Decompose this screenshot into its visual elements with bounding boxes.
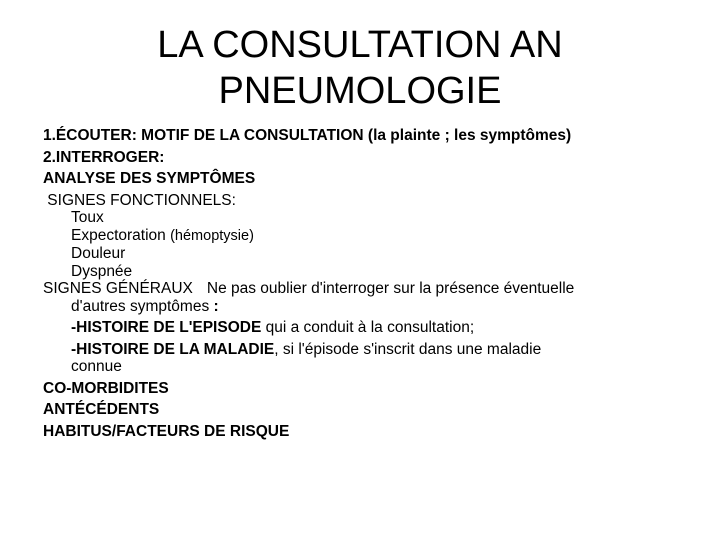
item-signes-fonctionnels: SIGNES FONCTIONNELS: [43,191,236,209]
ecouter-detail: (la plainte ; les symptômes) [363,127,572,144]
item-signes-generaux [43,280,683,298]
item-antecedents: ANTÉCÉDENTS [43,401,160,418]
histoire-maladie-label: -HISTOIRE DE LA MALADIE [71,340,275,358]
item-analyse: ANALYSE DES SYMPTÔMES [43,170,256,187]
title-line-1: LA CONSULTATION AN [157,24,563,66]
autres-symptomes-text: d'autres symptômes [71,297,210,315]
item-douleur: Douleur [71,245,126,262]
histoire-episode-label: -HISTOIRE DE L'EPISODE [71,319,262,336]
item-dyspnee: Dyspnée [71,262,133,280]
item-ecouter [43,127,683,145]
item-histoire-episode [43,319,683,337]
item-toux: Toux [71,209,104,226]
histoire-maladie-detail: , si l'épisode s'inscrit dans une maladie [274,340,542,358]
item-expectoration [43,227,683,246]
ecouter-label: 1.ÉCOUTER: MOTIF DE LA CONSULTATION [43,127,364,144]
histoire-episode-detail: qui a conduit à la consultation; [261,319,475,336]
slide-title [100,22,620,114]
title-line-2: PNEUMOLOGIE [218,70,502,112]
signes-generaux-label: SIGNES GÉNÉRAUX [43,280,193,297]
item-comorbidites: CO-MORBIDITES [43,379,169,397]
item-habitus: HABITUS/FACTEURS DE RISQUE [43,422,290,440]
slide-body [43,127,683,440]
item-connue: connue [71,358,122,375]
ne-pas-oublier-text: Ne pas oublier d'interroger sur la présence éventuelle [206,280,575,297]
hemoptysie-note: (hémoptysie) [170,227,254,244]
expectoration-label: Expectoration [71,226,171,244]
item-interroger: 2.INTERROGER: [43,148,165,166]
autres-symptomes-colon: : [209,297,219,315]
item-autres-symptomes [43,298,683,316]
item-histoire-maladie [43,341,683,359]
